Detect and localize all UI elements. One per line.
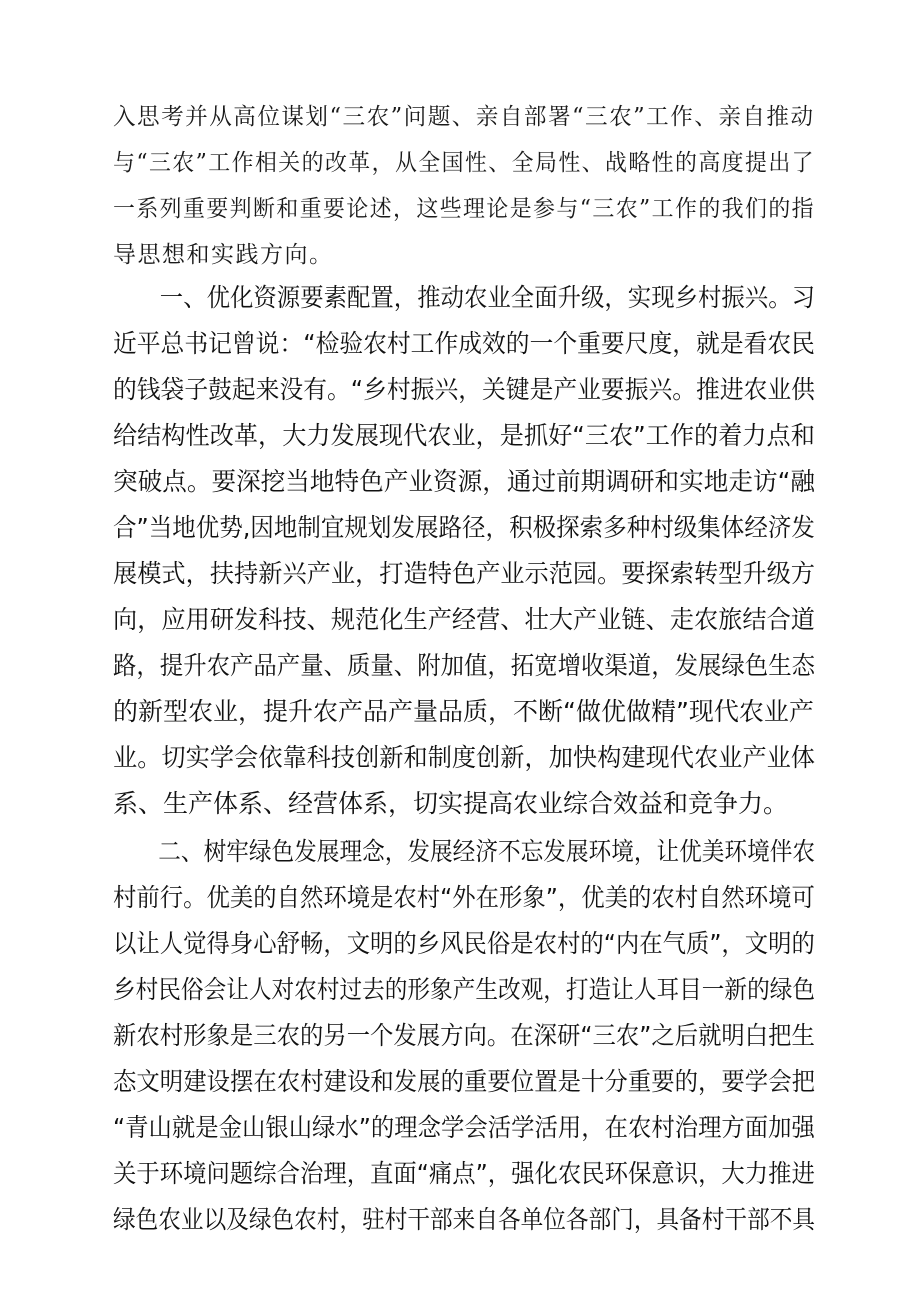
text-line-6: 近平总书记曾说：“检验农村工作成效的一个重要尺度，就是看农民	[113, 329, 815, 358]
text-line-23: “青山就是金山银山绿水”的理念学会活学活用，在农村治理方面加强	[113, 1113, 815, 1142]
text-line-22: 态文明建设摆在农村建设和发展的重要位置是十分重要的，要学会把	[113, 1067, 816, 1096]
text-line-20: 乡村民俗会让人对农村过去的形象产生改观，打造让人耳目一新的绿色	[113, 975, 816, 1004]
text-line-16: 系、生产体系、经营体系，切实提高农业综合效益和竞争力。	[113, 789, 789, 818]
text-line-12: 向，应用研发科技、规范化生产经营、壮大产业链、走农旅结合道	[113, 605, 816, 634]
text-line-11: 展模式，扶持新兴产业，打造特色产业示范园。要探索转型升级方	[113, 559, 816, 588]
text-line-10: 合”当地优势,因地制宜规划发展路径，积极探索多种村级集体经济发	[113, 513, 815, 542]
text-line-25: 绿色农业以及绿色农村，驻村干部来自各单位各部门，具备村干部不具	[113, 1205, 816, 1234]
text-line-21: 新农村形象是三农的另一个发展方向。在深研“三农”之后就明白把生	[113, 1021, 815, 1050]
text-line-9: 突破点。要深挖当地特色产业资源，通过前期调研和实地走访“融	[113, 467, 815, 496]
text-line-19: 以让人觉得身心舒畅，文明的乡风民俗是农村的“内在气质”，文明的	[113, 929, 815, 958]
text-line-24: 关于环境问题综合治理，直面“痛点”，强化农民环保意识，大力推进	[113, 1159, 815, 1188]
text-line-13: 路，提升农产品产量、质量、附加值，拓宽增收渠道，发展绿色生态	[113, 651, 816, 680]
text-line-1: 入思考并从高位谋划“三农”问题、亲自部署“三农”工作、亲自推动	[113, 104, 815, 130]
text-line-7: 的钱袋子鼓起来没有。“乡村振兴，关键是产业要振兴。推进农业供	[113, 375, 815, 404]
text-line-4: 导思想和实践方向。	[113, 242, 334, 268]
text-line-2: 与“三农”工作相关的改革，从全国性、全局性、战略性的高度提出了	[113, 150, 816, 176]
text-line-8: 给结构性改革，大力发展现代农业，是抓好“三农”工作的着力点和	[113, 421, 815, 450]
text-line-18: 村前行。优美的自然环境是农村“外在形象”，优美的农村自然环境可	[113, 883, 815, 912]
text-line-17: 二、树牢绿色发展理念，发展经济不忘发展环境，让优美环境伴农	[113, 837, 816, 866]
text-line-3: 一系列重要判断和重要论述，这些理论是参与“三农”工作的我们的指	[113, 196, 816, 222]
text-line-5: 一、优化资源要素配置，推动农业全面升级，实现乡村振兴。习	[113, 283, 816, 312]
text-line-14: 的新型农业，提升农产品产量品质，不断“做优做精”现代农业产	[113, 697, 814, 726]
text-line-15: 业。切实学会依靠科技创新和制度创新，加快构建现代农业产业体	[113, 743, 816, 772]
